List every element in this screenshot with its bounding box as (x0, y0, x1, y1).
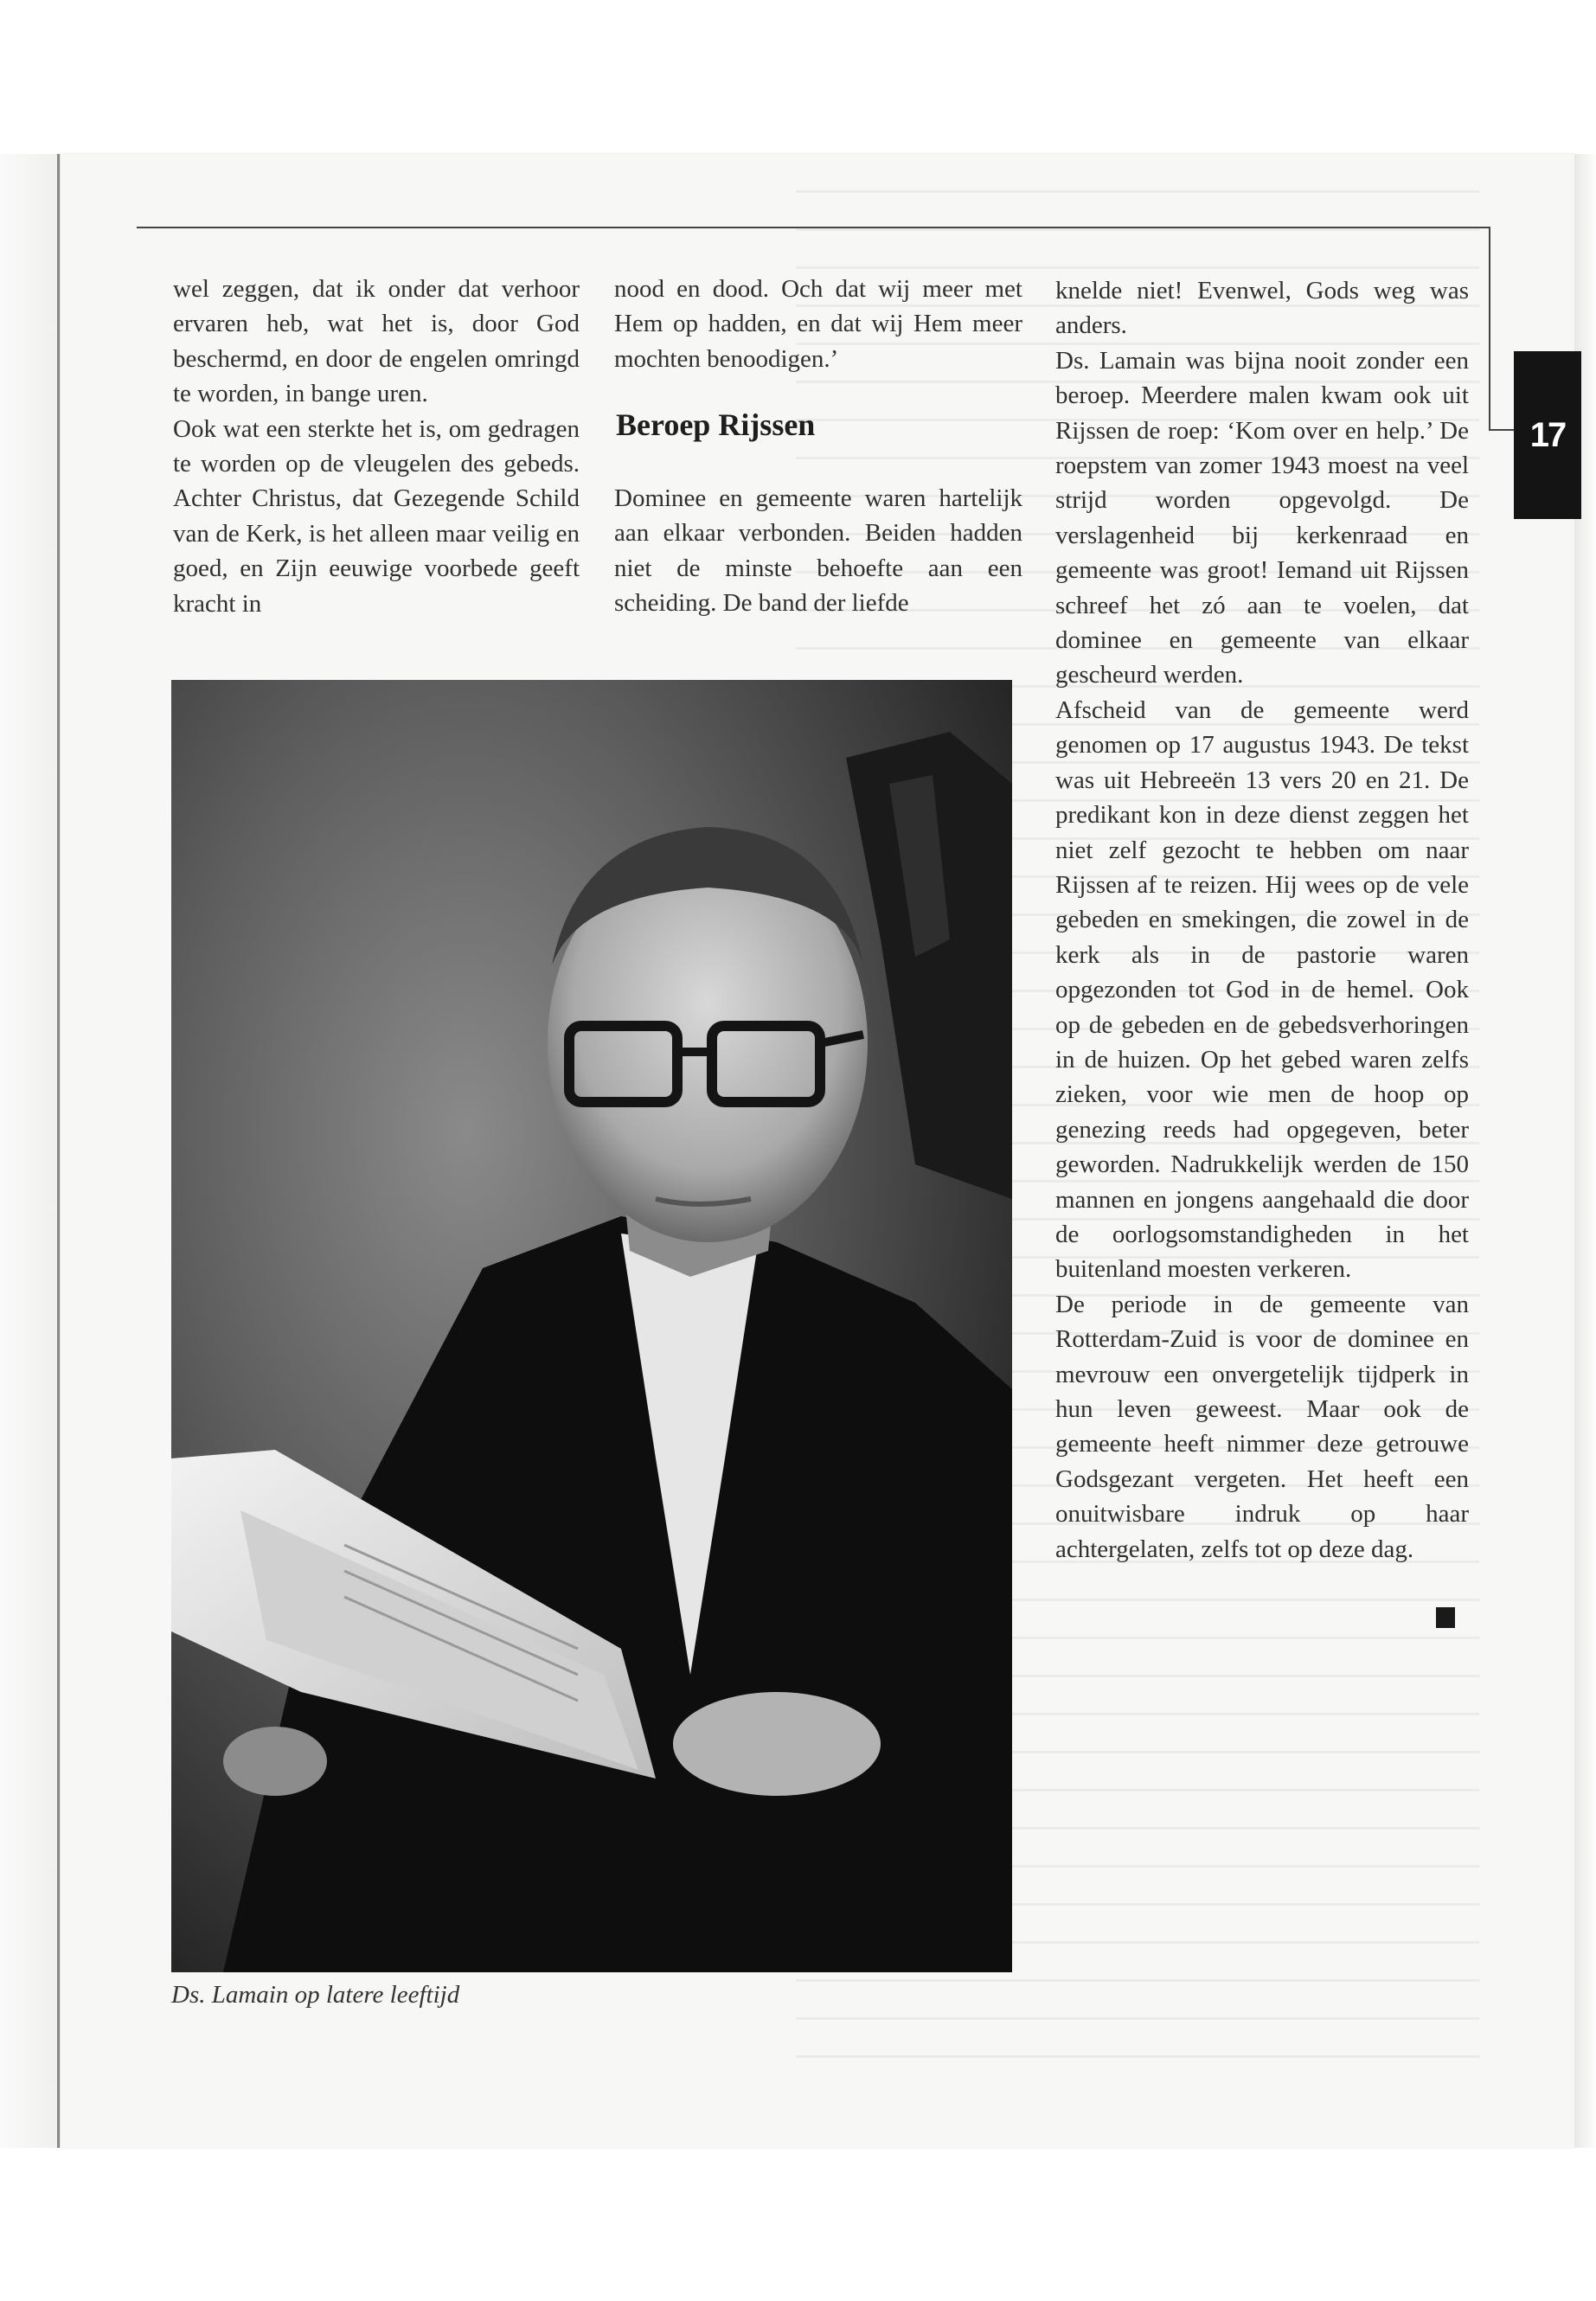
text-column-1 (173, 272, 580, 621)
paragraph: knelde niet! Evenwel, Gods weg was anders. (1055, 277, 1469, 340)
text-column-2-intro (614, 272, 1022, 376)
paragraph: Dominee en gemeente waren hartelijk aan elkaar verbonden. Beiden hadden niet de minste behoefte aan een scheiding. De band der liefde (614, 484, 1022, 618)
section-heading: Beroep Rijssen (616, 407, 816, 442)
text-column-2-body (614, 481, 1022, 621)
paragraph: De periode in de gemeente van Rotterdam-Zuid is voor de dominee en mevrouw een onvergetelijk tijdperk in hun leven geweest. Maar ook de gemeente heeft nimmer deze getrouwe Godsgezant vergeten. Het heeft een onuitwisbare indruk op haar achtergelaten, zelfs tot op deze dag. (1055, 1290, 1469, 1563)
previous-page-edge (0, 154, 61, 2148)
paragraph: Afscheid van de gemeente werd genomen op 17 augustus 1943. De tekst was uit Hebreeën 13 vers 20 en 21. De predikant kon in deze dienst zeggen het niet zelf gezocht te hebben om naar Rijssen af te reizen. Hij wees op de vele gebeden en smekingen, die zowel in de kerk als in de pastorie waren opgezonden tot God in de hemel. Ook op de gebeden en de gebedsverhoringen in de huizen. Op het gebed waren zelfs zieken, voor wie men de hoop op genezing reeds had opgegeven, beter geworden. Nadrukkelijk werden de 150 mannen en jongens aangehaald die door de oorlogsomstandigheden in het buitenland moesten verkeren. (1055, 695, 1469, 1284)
paragraph: nood en dood. Och dat wij meer met Hem op hadden, en dat wij Hem meer mochten benoodigen.’ (614, 275, 1022, 373)
page-number: 17 (1529, 415, 1566, 454)
paragraph: wel zeggen, dat ik onder dat verhoor ervaren heb, wat het is, door God beschermd, en door de engelen omringd te worden, in bange uren. (173, 275, 580, 408)
paragraph: Ook wat een sterkte het is, om gedragen te worden op de vleugelen des gebeds. Achter Christus, dat Gezegende Schild van de Kerk, is het alleen maar veilig en goed, en Zijn eeuwige voorbede geeft kracht in (173, 414, 580, 618)
right-rule (1489, 227, 1490, 431)
photo-caption: Ds. Lamain op latere leeftijd (171, 1981, 460, 2009)
page-number-tab (1514, 351, 1581, 519)
end-of-article-mark (1436, 1607, 1455, 1628)
page-fold (57, 154, 60, 2148)
text-column-3 (1055, 273, 1469, 1567)
top-rule (137, 227, 1490, 228)
portrait-photo (171, 680, 1012, 1972)
paragraph: Ds. Lamain was bijna nooit zonder een beroep. Meerdere malen kwam ook uit Rijssen de roep: ‘Kom over en help.’ De roepstem van zomer 1943 moest na veel strijd worden opgevolgd. De verslagenheid bij kerkenraad en gemeente was groot! Iemand uit Rijssen schreef het zó aan te voelen, dat dominee en gemeente van elkaar gescheurd werden. (1055, 346, 1469, 689)
